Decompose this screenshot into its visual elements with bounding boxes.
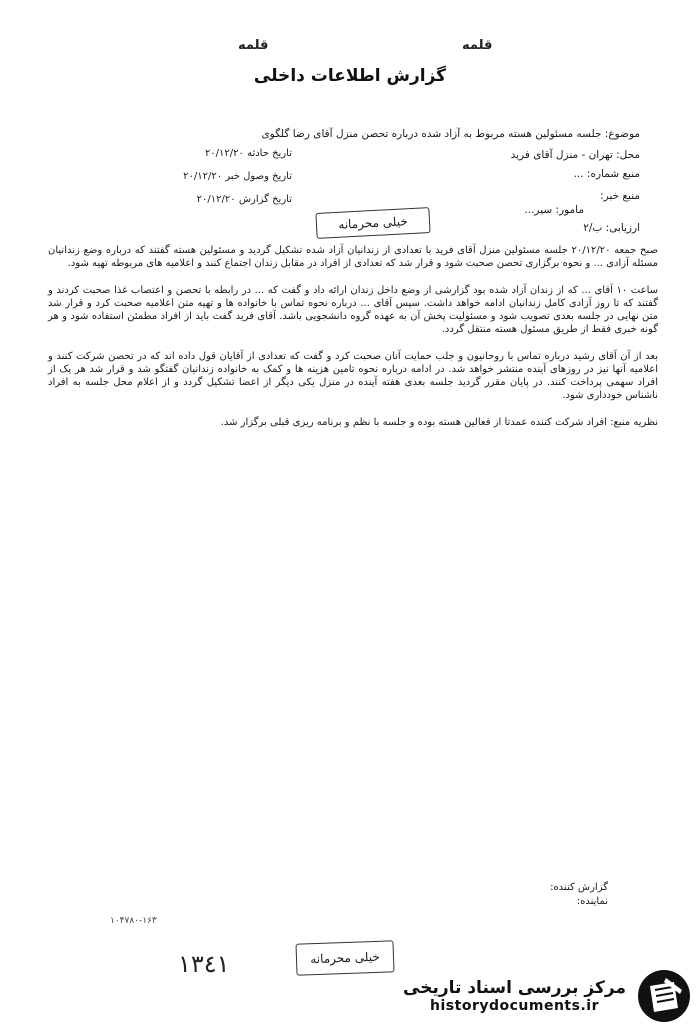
receipt-date: تاریخ وصول خبر ۲۰/۱۲/۲۰ bbox=[183, 171, 292, 182]
document-title: گزارش اطلاعات داخلی bbox=[253, 66, 447, 86]
signature-block bbox=[550, 882, 608, 910]
reference-code: ۱۰۴۷۸۰-۱۶۳ bbox=[110, 916, 157, 926]
report-dates bbox=[112, 148, 292, 217]
assigned-line: مامور: سیر... bbox=[524, 204, 584, 216]
logo-website: historydocuments.ir bbox=[430, 998, 599, 1014]
subject-line: موضوع: جلسه مسئولین هسته مربوط به آزاد شده درباره تحصن منزل آقای رضا گلگوی bbox=[261, 128, 640, 140]
archive-logo bbox=[362, 964, 692, 1028]
report-date: تاریخ گزارش ۲۰/۱۲/۲۰ bbox=[196, 194, 292, 205]
evaluation-line: ارزیابی: ب/۲ bbox=[583, 222, 640, 234]
archive-emblem-icon bbox=[636, 968, 692, 1024]
classification-stamp-bottom: خیلی محرمانه bbox=[295, 940, 394, 975]
source-value-line: منبع خبر: bbox=[600, 190, 640, 202]
body-paragraph-3: بعد از آن آقای رشید درباره تماس با روحانیون و جلب حمایت آنان صحبت کرد و گفت که تعدادی از آقایان قول داده اند که در تحصن شرکت کنند و اعلامیه آنها نیز در روزهای آینده منتشر خواهد شد. در ادامه درباره نحوه تامین هزینه ها و کمک به خانواده زندانیان گفتگو شد و قرار شد هر یک از افراد سهمی پرداخت کنند. در پایان مقرر گردید جلسه بعدی هفته آینده در منزل یکی دیگر از اعضا تشکیل گردد و از اعلام محل جلسه به افراد ناشناس خودداری شود. bbox=[48, 351, 658, 401]
reviewer-label: نماینده: bbox=[576, 896, 608, 907]
body-paragraph-4: نظریه منبع: افراد شرکت کننده عمدتا از فعالین هسته بوده و جلسه با نظم و برنامه ریزی قبلی برگزار شد. bbox=[220, 417, 658, 428]
logo-name: مرکز بررسی اسناد تاریخی bbox=[403, 978, 626, 998]
body-paragraph-1: صبح جمعه ۲۰/۱۲/۲۰ جلسه مسئولین منزل آقای فرید با تعدادی از زندانیان آزاد شده تشکیل گردید و مسئولین هسته گفتند که درباره وضع زندانیان مسئله آزادی ... و نحوه برگزاری تحصن صحبت شود و قرار شد که تعدادی از افراد در مقابل زندان اجتماع کنند و اعلامیه های مربوطه تهیه شود. bbox=[48, 245, 658, 269]
source-number-line: منبع شماره: ... bbox=[573, 168, 640, 180]
document-number: ١٣٤١ bbox=[178, 950, 230, 978]
classification-mark-right: قلمه bbox=[462, 38, 493, 53]
classification-mark-left: قلمه bbox=[238, 38, 269, 53]
location-line: محل: تهران - منزل آقای فرید bbox=[510, 149, 640, 161]
classification-stamp-top: خیلی محرمانه bbox=[315, 207, 430, 239]
event-date: تاریخ حادثه ۲۰/۱۲/۲۰ bbox=[204, 148, 292, 159]
reporter-label: گزارش کننده: bbox=[550, 882, 608, 893]
report-body bbox=[48, 244, 658, 443]
body-paragraph-2: ساعت ۱۰ آقای ... که از زندان آزاد شده بود گزارشی از وضع داخل زندان ارائه داد و گفت که ... در رابطه با تحصن و اعتصاب غذا صحبت کردند و گفتند که تا روز آزادی کامل زندانیان ادامه خواهد داشت. سپس آقای ... درباره نحوه تماس با خانواده ها و تهیه متن اعلامیه صحبت کرد و قرار شد متن نهایی در جلسه بعدی تصویب شود و مسئولیت پخش آن به عهده گروه دانشجویی باشد. آقای فرید گفت باید از افراد مطمئن استفاده شود و هر گونه خبری فقط از طریق مسئول هسته منتقل گردد. bbox=[48, 285, 659, 335]
